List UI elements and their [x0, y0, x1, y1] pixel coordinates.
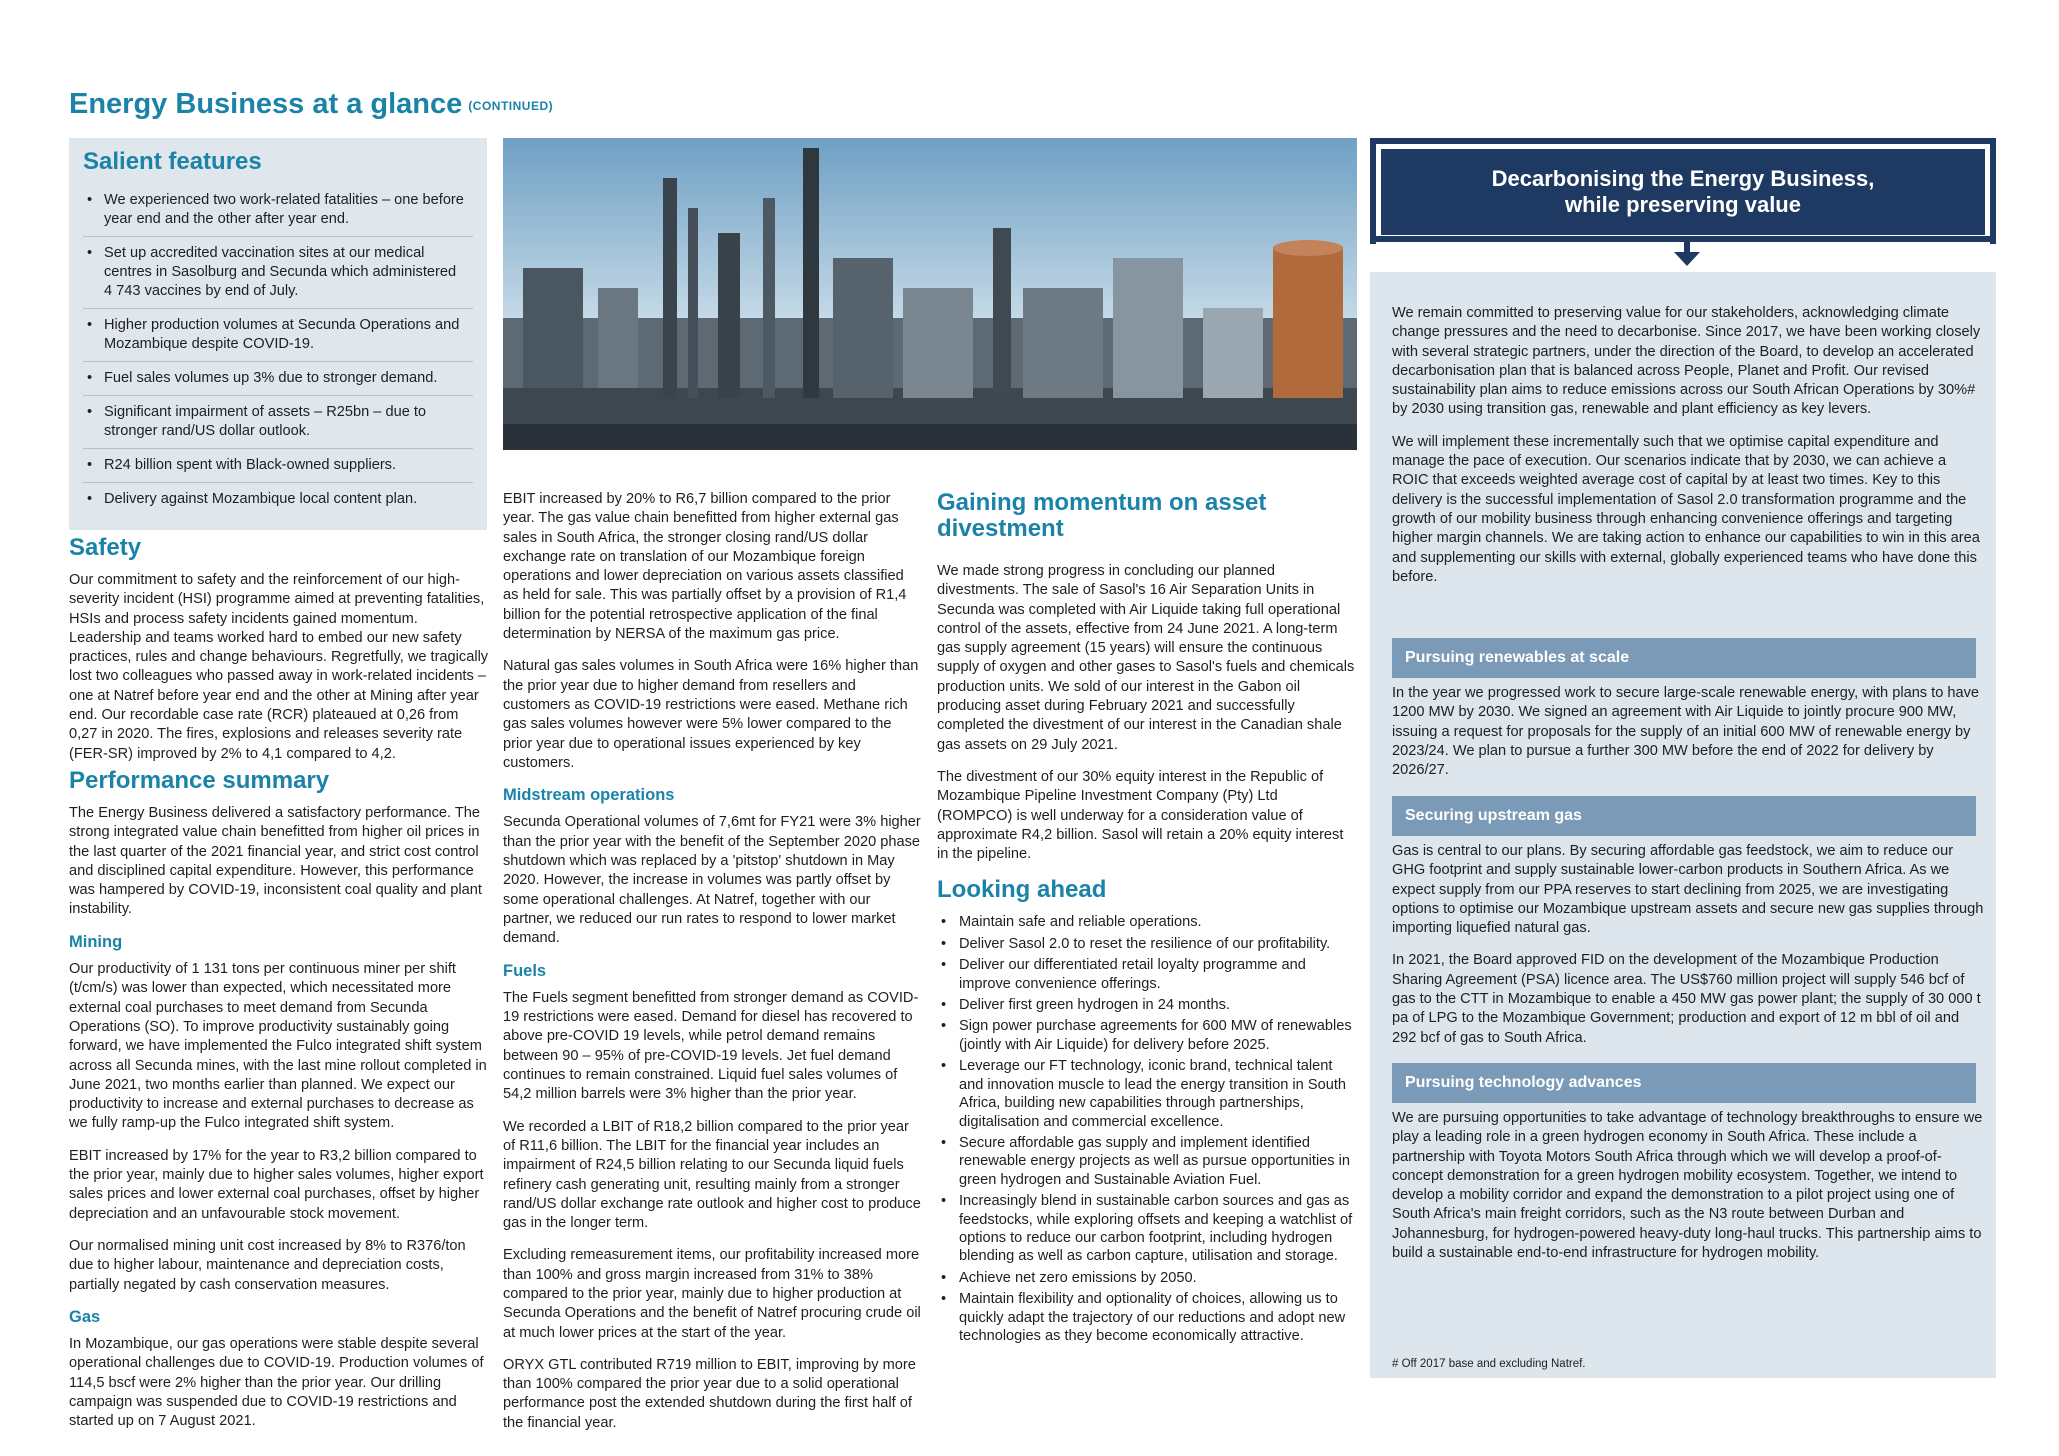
- renewables-text: In the year we progressed work to secure large-scale renewable energy, with plans to have 1200 MW by 2030. We signed an agreement with Air Liquide to jointly procure 900 MW, issuing a request for proposals for the supply of an initial 600 MW of renewable energy by 2023/24. We plan to pursue a further 300 MW before the end of 2022 for delivery by 2026/27.: [1392, 685, 1980, 779]
- mining-text-2: EBIT increased by 17% for the year to R3,2 billion compared to the prior year, mainly due to higher sales volumes, higher export sales prices and lower external coal purchases, offset by higher depreciation and an unfavourable stock movement.: [69, 1147, 484, 1222]
- technology-band: Pursuing technology advances: [1392, 1063, 1976, 1103]
- safety-text: Our commitment to safety and the reinforcement of our high-severity incident (HSI) programme aimed at preventing fatalities, HSIs and process safety incidents gained momentum. Leadership and teams worked hard to embed our new safety practices, rules and change behaviours. Regretfully, we tragically lost two colleagues who passed away in work-related incidents – one at Natref before year end and the other at Mining after year end. Our recordable case rate (RCR) plateaued at 0,26 from 0,27 in 2020. The fires, explosions and releases severity rate (FER-SR) improved by 2% to 4,1 compared to 4,2.: [69, 572, 489, 762]
- list-item: • Maintain safe and reliable operations.: [937, 913, 1355, 931]
- safety-heading: Safety: [69, 534, 142, 561]
- list-item: • Higher production volumes at Secunda Operations and Mozambique despite COVID-19.: [83, 309, 473, 362]
- gas-text-2: EBIT increased by 20% to R6,7 billion compared to the prior year. The gas value chain benefitted from higher external gas sales in South Africa, the stronger closing rand/US dollar exchange rate on translation of our Mozambique foreign operations and lower depreciation on various assets classified as held for sale. This was partially offset by a provision of R1,4 billion for the potential retrospective application of the final determination by NERSA of the maximum gas price.: [503, 491, 907, 643]
- column-left: [69, 535, 489, 1445]
- decarbonising-title-line-1: Decarbonising the Energy Business,: [1491, 166, 1875, 191]
- list-item: • Deliver our differentiated retail loyalty programme and improve convenience offerings.: [937, 956, 1355, 993]
- list-item: • Significant impairment of assets – R25bn – due to stronger rand/US dollar outlook.: [83, 396, 473, 449]
- fuels-heading: Fuels: [503, 961, 547, 980]
- refinery-illustration: [503, 138, 1357, 450]
- list-item: • Deliver Sasol 2.0 to reset the resilience of our profitability.: [937, 935, 1355, 953]
- upstream-text-1: Gas is central to our plans. By securing affordable gas feedstock, we aim to reduce our GHG footprint and supply sustainable lower-carbon products in Southern Africa. As we expect supply from our PPA reserves to start declining from 2025, we are investigating options to optimise our Mozambique upstream assets and secure new gas supplies through importing liquefied natural gas.: [1392, 843, 1984, 937]
- looking-ahead-list: [937, 913, 1355, 1345]
- fuels-text-4: ORYX GTL contributed R719 million to EBIT, improving by more than 100% compared the prior year due to a solid operational performance post the extended shutdown during the first half of the financial year.: [503, 1356, 916, 1431]
- footnote: # Off 2017 base and excluding Natref.: [1392, 1358, 1586, 1370]
- decarbonising-text-1: We remain committed to preserving value for our stakeholders, acknowledging climate change pressures and the need to decarbonise. Since 2017, we have been working closely with several strategic partners, under the direction of the Board, to develop an accelerated decarbonisation plan that is balanced across People, Planet and Profit. Our revised sustainability plan aims to reduce emissions across our South African Operations by 30%# by 2030 using transition gas, renewable and plant efficiency as key levers.: [1392, 305, 1981, 418]
- list-item: • Set up accredited vaccination sites at our medical centres in Sasolburg and Secunda which administered 4 743 vaccines by end of July.: [83, 237, 473, 309]
- list-item: • We experienced two work-related fatalities – one before year end and the other after year end.: [83, 184, 473, 237]
- fuels-text-3: Excluding remeasurement items, our profitability increased more than 100% and gross margin increased from 31% to 38% compared to the prior year, mainly due to higher production at Secunda Operations and the benefit of Natref procuring crude oil at much lower prices at the start of the year.: [503, 1247, 921, 1341]
- list-item: • Leverage our FT technology, iconic brand, technical talent and innovation muscle to lead the energy transition in South Africa, building new capabilities through partnerships, digitalisation and commercial excellence.: [937, 1057, 1355, 1131]
- gas-text-3: Natural gas sales volumes in South Africa were 16% higher than the prior year due to higher demand from resellers and customers as COVID-19 restrictions were eased. Methane rich gas sales volumes however were 5% lower compared to the prior year due to operational issues experienced by key customers.: [503, 658, 919, 771]
- list-item: • Achieve net zero emissions by 2050.: [937, 1269, 1355, 1287]
- decarbonising-title: [1381, 149, 1985, 235]
- list-item: • Delivery against Mozambique local content plan.: [83, 483, 473, 516]
- list-item: • Deliver first green hydrogen in 24 months.: [937, 996, 1355, 1014]
- column-middle: [503, 490, 923, 1446]
- list-item: • Fuel sales volumes up 3% due to stronger demand.: [83, 362, 473, 396]
- mining-heading: Mining: [69, 932, 123, 951]
- looking-ahead-heading: Looking ahead: [937, 876, 1107, 904]
- technology-text: We are pursuing opportunities to take advantage of technology breakthroughs to ensure we play a leading role in a green hydrogen economy in South Africa. These include a partnership with Toyota Motors South Africa through which we will develop a proof-of-concept demonstration for a green hydrogen mobility ecosystem. Together, we intend to develop a mobility corridor and expand the demonstration to a pilot project using one of South Africa's main freight corridors, such as the N3 route between Durban and Johannesburg, for hydrogen-powered heavy-duty long-haul trucks. This partnership aims to build a sustainable end-to-end infrastructure for hydrogen mobility.: [1392, 1110, 1983, 1262]
- list-item: • Increasingly blend in sustainable carbon sources and gas as feedstocks, while exploring offsets and keeping a watchlist of options to reduce our carbon footprint, including hydrogen blending as well as carbon capture, utilisation and storage.: [937, 1192, 1355, 1266]
- continued-label: (CONTINUED): [468, 99, 554, 113]
- mining-text-1: Our productivity of 1 131 tons per continuous miner per shift (t/cm/s) was lower than expected, which necessitated more external coal purchases to meet demand from Secunda Operations (SO). To improve productivity sustainably going forward, we have implemented the Fulco integrated shift system across all Secunda mines, with the last mine rollout completed in June 2021, two months earlier than planned. We expect our productivity to increase and external purchases to decrease as we fully ramp-up the Fulco integrated shift system.: [69, 961, 487, 1132]
- upstream-band: Securing upstream gas: [1392, 796, 1976, 836]
- midstream-heading: Midstream operations: [503, 786, 675, 805]
- mining-text-3: Our normalised mining unit cost increased by 8% to R376/ton due to higher labour, maintenance and depreciation costs, partially negated by cash conservation measures.: [69, 1237, 466, 1293]
- gas-heading: Gas: [69, 1307, 101, 1326]
- decarbonising-intro: [1392, 304, 1984, 600]
- salient-features-list: [83, 184, 473, 516]
- list-item: • R24 billion spent with Black-owned suppliers.: [83, 449, 473, 483]
- performance-heading: Performance summary: [69, 766, 330, 794]
- gas-text-1: In Mozambique, our gas operations were stable despite several operational challenges due to COVID-19. Production volumes of 114,5 bscf were 2% higher than the prior year. Our drilling campaign was suspended due to COVID-19 restrictions and started up on 7 August 2021.: [69, 1336, 484, 1430]
- divestment-text-1: We made strong progress in concluding our planned divestments. The sale of Sasol's 16 Air Separation Units in Secunda was completed with Air Liquide taking full operational control of the assets, effective from 24 June 2021. A long-term gas supply agreement (15 years) will ensure the continuous supply of oxygen and other gases to Sasol's fuels and chemicals production units. We sold of our interest in the Gabon oil producing asset during February 2021 and successfully completed the divestment of our interest in the Canadian shale gas assets on 29 July 2021.: [937, 563, 1355, 753]
- midstream-text: Secunda Operational volumes of 7,6mt for FY21 were 3% higher than the prior year with the benefit of the September 2020 phase shutdown which was replaced by a 'pitstop' shutdown in May 2020. However, the increase in volumes was partly offset by some operational challenges. At Natref, together with our partner, we reduced our run rates to respond to lower market demand.: [503, 814, 921, 947]
- fuels-text-1: The Fuels segment benefitted from stronger demand as COVID-19 restrictions were eased. Demand for diesel has recovered to above pre-COVID 19 levels, while petrol demand remains between 90 – 95% of pre-COVID-19 levels. Jet fuel demand continues to remain constrained. Liquid fuel sales volumes of 54,2 million barrels were 3% higher than the prior year.: [503, 989, 919, 1103]
- upstream-section: [1392, 842, 1984, 1061]
- arrow-down-icon: [1672, 242, 1702, 273]
- list-item: • Sign power purchase agreements for 600 MW of renewables (jointly with Air Liquide) for delivery before 2025.: [937, 1017, 1355, 1054]
- page-title: Energy Business at a glance (CONTINUED): [69, 88, 554, 120]
- divestment-heading: Gaining momentum on asset divestment: [937, 489, 1267, 542]
- decarbonising-text-2: We will implement these incrementally such that we optimise capital expenditure and manage the pace of execution. Our scenarios indicate that by 2030, we can achieve a ROIC that exceeds weighted average cost of capital by at least two times. Key to this delivery is the successful implementation of Sasol 2.0 transformation programme and the growth of our mobility business through enhancing convenience offerings and targeting higher margin channels. We are taking action to enhance our capabilities to win in this area and supplementing our skills with external, globally experienced teams who have done this before.: [1392, 433, 1980, 585]
- fuels-text-2: We recorded a LBIT of R18,2 billion compared to the prior year of R11,6 billion. The LBIT for the financial year includes an impairment of R24,5 billion relating to our Secunda liquid fuels refinery cash generating unit, resulting mainly from a stronger rand/US dollar exchange rate outlook and higher cost to produce gas in the longer term.: [503, 1118, 921, 1232]
- list-item: • Maintain flexibility and optionality of choices, allowing us to quickly adapt the trajectory of our reductions and adopt new technologies as they become economically attractive.: [937, 1290, 1355, 1345]
- renewables-section: [1392, 684, 1984, 793]
- salient-features-box: [69, 138, 487, 530]
- list-item: • Secure affordable gas supply and implement identified renewable energy projects as well as pursue opportunities in green hydrogen and Sustainable Aviation Fuel.: [937, 1134, 1355, 1189]
- decarbonising-title-line-2: while preserving value: [1565, 192, 1801, 217]
- renewables-band: Pursuing renewables at scale: [1392, 638, 1976, 678]
- divestment-text-2: The divestment of our 30% equity interest in the Republic of Mozambique Pipeline Investment Company (Pty) Ltd (ROMPCO) is well underway for a consideration value of approximate R4,2 billion. Sasol will retain a 20% equity interest in the pipeline.: [937, 768, 1344, 863]
- salient-features-title: Salient features: [83, 148, 262, 175]
- performance-text: The Energy Business delivered a satisfactory performance. The strong integrated value chain benefitted from higher oil prices in the last quarter of the 2021 financial year, and strict cost control and disciplined capital expenditure. However, this performance was hampered by COVID-19, inconsistent coal quality and plant instability.: [69, 804, 482, 918]
- technology-section: [1392, 1109, 1984, 1276]
- upstream-text-2: In 2021, the Board approved FID on the development of the Mozambique Production Sharing Agreement (PSA) licence area. The US$760 million project will supply 546 bcf of gas to the CTT in Mozambique to enable a 450 MW gas power plant; the supply of 30 000 t pa of LPG to the Mozambique Government; production and export of 12 m bbl of oil and 292 bcf of gas to South Africa.: [1392, 952, 1981, 1046]
- refinery-photo: [503, 138, 1357, 450]
- column-third: [937, 490, 1355, 1348]
